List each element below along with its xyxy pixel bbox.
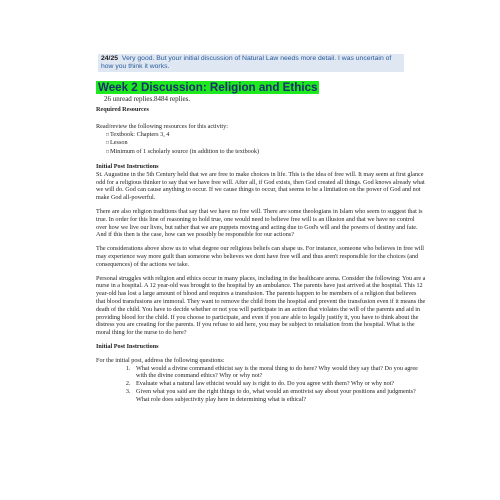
resource-item: □ Textbook: Chapters 3, 4	[106, 131, 426, 140]
paragraph: There are also religion traditions that say that we have no free will. There are some theologians in Islam who seem to suggest that is true. In order for this line of reasoning to hold true, one would need to believe free will is an illusion and that we have no control over how we live our lives, but rather that we are puppets moving and acting due to God's will and the powers of destiny and fate. And if this then is the case, how can we possibly be responsible for our actions?	[96, 207, 423, 239]
question-item: 2. Evaluate what a natural law ethicist would say is right to do. Do you agree with them? Why or why not?	[132, 380, 426, 388]
required-resources-heading: Required Resources	[96, 106, 149, 113]
resource-item: □ Lesson	[106, 139, 426, 148]
reply-count[interactable]: 26 unread replies.8484 replies.	[104, 95, 191, 103]
initial-post-heading-2: Initial Post Instructions	[96, 342, 159, 350]
grade-feedback	[98, 54, 404, 72]
question-item: 1. What would a divine command ethicist say is the moral thing to do here? Why would they say that? Do you agree with the divine command ethics? Why or why not?	[132, 365, 426, 381]
discussion-body	[96, 106, 426, 404]
initial-post-heading: Initial Post Instructions	[96, 162, 159, 170]
paragraph: St. Augustine in the 5th Century held that we are free to make choices in life. This is the idea of free will. It may seem at first glance odd for a religious thinker to say that we have free will. After all, if God exists, then God created all things. God knows already what we will do. God can cause anything to occur. If we cause things to occur, that seems to be a limitation on the power of God and not make God all-powerful.	[96, 170, 425, 202]
question-item: 3. Given what you said are the right things to do, what would an emotivist say about your positions and judgments? What role does subjectivity play here in determining what is ethical?	[132, 388, 426, 404]
paragraph: Personal struggles with religion and ethics occur in many places, including in the healthcare arena. Consider the following: You are a nurse in a hospital. A 12 year-old was brought to the hospital by an ambulance. The parents have just arrived at the hospital. This 12 year-old has lost a large amount of blood and requires a transfusion. The parents happen to be members of a religion that believes that blood transfusions are immoral. They want to remove the child from the hospital and prevent the transfusion even if it means the death of the child. You have to decide whether or not you will participate in an action that violates the will of the parents and aid in providing blood for the child. If you choose to participate, and even if you are able to legally justify it, you have to think about the distress you are creating for the parents. If you refuse to aid here, you may be subject to retaliation from the hospital. What is the moral thing for the nurse to do here?	[96, 274, 426, 337]
paragraph: The considerations above show us to what degree our religious beliefs can shape us. For instance, someone who believes in free will may experience way more guilt than someone who believes we dont have free will and thus aren't responsible for the choices (and consequences) of the actions we take.	[96, 245, 425, 268]
discussion-title: Week 2 Discussion: Religion and Ethics	[98, 81, 318, 94]
grade-comment: Very good. But your initial discussion of Natural Law needs more detail. I was uncertain of how you think it works.	[101, 55, 392, 70]
questions-list	[132, 365, 426, 404]
grade-score: 24/25	[101, 55, 119, 62]
resources-intro: Read/review the following resources for this activity:	[96, 122, 228, 130]
resource-item: □ Minimum of 1 scholarly source (in addition to the textbook)	[106, 148, 426, 157]
resources-list	[96, 131, 426, 157]
questions-intro: For the initial post, address the following questions:	[96, 356, 225, 364]
